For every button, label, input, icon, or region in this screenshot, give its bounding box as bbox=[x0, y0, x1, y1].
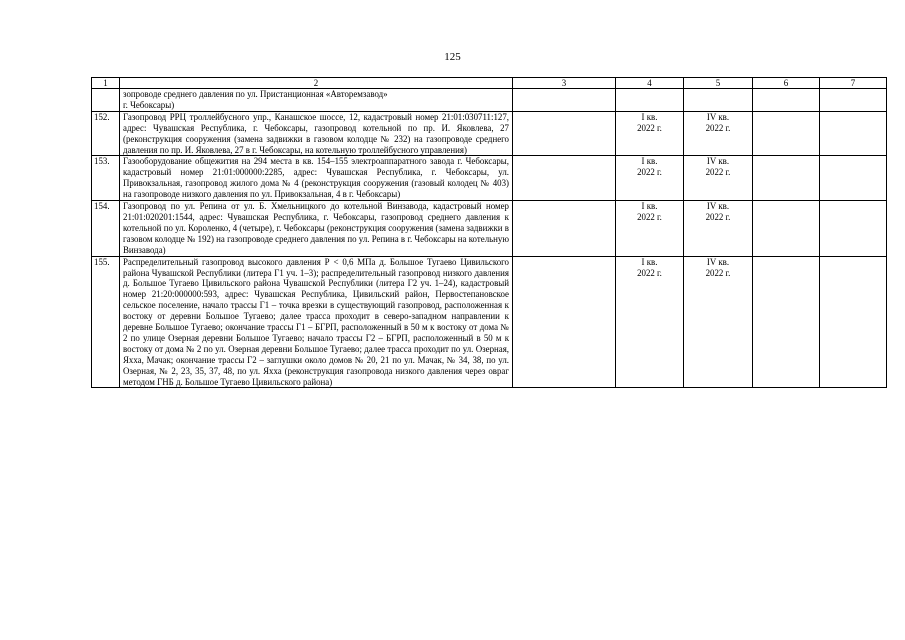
column-header: 5 bbox=[684, 78, 753, 89]
row-number: 152. bbox=[92, 111, 120, 156]
table-row bbox=[92, 201, 887, 257]
page-number: 125 bbox=[444, 51, 461, 63]
row-number: 153. bbox=[92, 156, 120, 201]
column-6-cell bbox=[753, 89, 820, 112]
column-6-cell bbox=[753, 111, 820, 156]
object-description: Газопровод РРЦ троллейбусного упр., Канашское шоссе, 12, кадастровый номер 21:01:030711:127, адрес: Чувашская Республика, г. Чебоксары, газопровод котельной по пр. И. Яковлева, 27 (реконструкция сооружения (замена задвижки в газовом колодце № 232) на газопроводе среднего давления по пр. И. Яковлева, 27 в г. Чебоксары, на котельную троллейбусного управления) bbox=[120, 111, 513, 156]
start-date-cell: I кв. 2022 г. bbox=[616, 156, 684, 201]
row-number: 154. bbox=[92, 201, 120, 257]
column-7-cell bbox=[820, 111, 887, 156]
row-number: 155. bbox=[92, 256, 120, 388]
end-date-cell: IV кв. 2022 г. bbox=[684, 256, 753, 388]
column-header: 7 bbox=[820, 78, 887, 89]
start-date-cell: I кв. 2022 г. bbox=[616, 256, 684, 388]
column-number-row bbox=[92, 78, 887, 89]
object-description: Распределительный газопровод высокого давления Р < 0,6 МПа д. Большое Тугаево Цивильского района Чувашской Республики (литера Г1 уч. 1–3); распределительный газопровод низкого давления д. Большое Тугаево Цивильского района Чувашской Республики (литера Г2 уч. 1–24), кадастровый номер 21:20:000000:593, адрес: Чувашская Республика, Цивильский район, Первостепановское сельское поселение, начало трассы Г1 – точка врезки в существующий газопровод, расположенная к востоку от деревни Большое Тугаево; далее трасса проходит в северо-западном направлении к деревне Большое Тугаево; окончание трассы Г1 – БГРП, расположенный в 50 м к востоку от дома № 2 по улице Озерная деревни Большое Тугаево; начало трассы Г2 – БГРП, расположенный в 50 м к востоку от дома № 2 по ул. Озерная деревни Большое Тугаево; далее трасса проходит по ул. Озерная, Яхха, Мачак; окончание трассы Г2 – заглушки около домов № 20, 21 по ул. Мачак, № 34, 38, по ул. Озерная, № 2, 23, 35, 37, 48, по ул. Яхха (реконструкция газопровода низкого давления через овраг методом ГНБ д. Большое Тугаево Цивильского района) bbox=[120, 256, 513, 388]
column-6-cell bbox=[753, 256, 820, 388]
end-date-cell: IV кв. 2022 г. bbox=[684, 156, 753, 201]
column-3-cell bbox=[513, 89, 616, 112]
column-3-cell bbox=[513, 201, 616, 257]
column-6-cell bbox=[753, 201, 820, 257]
column-6-cell bbox=[753, 156, 820, 201]
object-description: Газооборудование общежития на 294 места в кв. 154–155 электроаппаратного завода г. Чебоксары, кадастровый номер 21:01:000000:2285, адрес: Чувашская Республика, г. Чебоксары, ул. Привокзальная, газопровод жилого дома № 4 (реконструкция сооружения (газовый колодец № 403) на газопроводе низкого давления по ул. Привокзальная, 4 в г. Чебоксары) bbox=[120, 156, 513, 201]
column-header: 1 bbox=[92, 78, 120, 89]
column-header: 2 bbox=[120, 78, 513, 89]
start-date-cell: I кв. 2022 г. bbox=[616, 201, 684, 257]
column-3-cell bbox=[513, 156, 616, 201]
start-date-cell: I кв. 2022 г. bbox=[616, 111, 684, 156]
column-3-cell bbox=[513, 111, 616, 156]
data-table bbox=[91, 77, 887, 388]
end-date-cell bbox=[684, 89, 753, 112]
table-row bbox=[92, 89, 887, 112]
start-date-cell bbox=[616, 89, 684, 112]
column-header: 3 bbox=[513, 78, 616, 89]
object-description: Газопровод по ул. Репина от ул. Б. Хмельницкого до котельной Винзавода, кадастровый номер 21:01:020201:1544, адрес: Чувашская Республика, г. Чебоксары, газопровод среднего давления к котельной по ул. Короленко, 4 (четыре), г. Чебоксары (реконструкция сооружения (замена задвижки в газовом колодце № 192) на газопроводе среднего давления по ул. Репина в г. Чебоксары на котельную Винзавода) bbox=[120, 201, 513, 257]
column-7-cell bbox=[820, 89, 887, 112]
table-row bbox=[92, 156, 887, 201]
column-7-cell bbox=[820, 156, 887, 201]
object-description: зопроводе среднего давления по ул. Пристанционная «Авторемзавод» г. Чебоксары) bbox=[120, 89, 513, 112]
end-date-cell: IV кв. 2022 г. bbox=[684, 201, 753, 257]
end-date-cell: IV кв. 2022 г. bbox=[684, 111, 753, 156]
table-row bbox=[92, 256, 887, 388]
column-header: 4 bbox=[616, 78, 684, 89]
column-header: 6 bbox=[753, 78, 820, 89]
row-number bbox=[92, 89, 120, 112]
column-7-cell bbox=[820, 201, 887, 257]
column-3-cell bbox=[513, 256, 616, 388]
table-row bbox=[92, 111, 887, 156]
column-7-cell bbox=[820, 256, 887, 388]
